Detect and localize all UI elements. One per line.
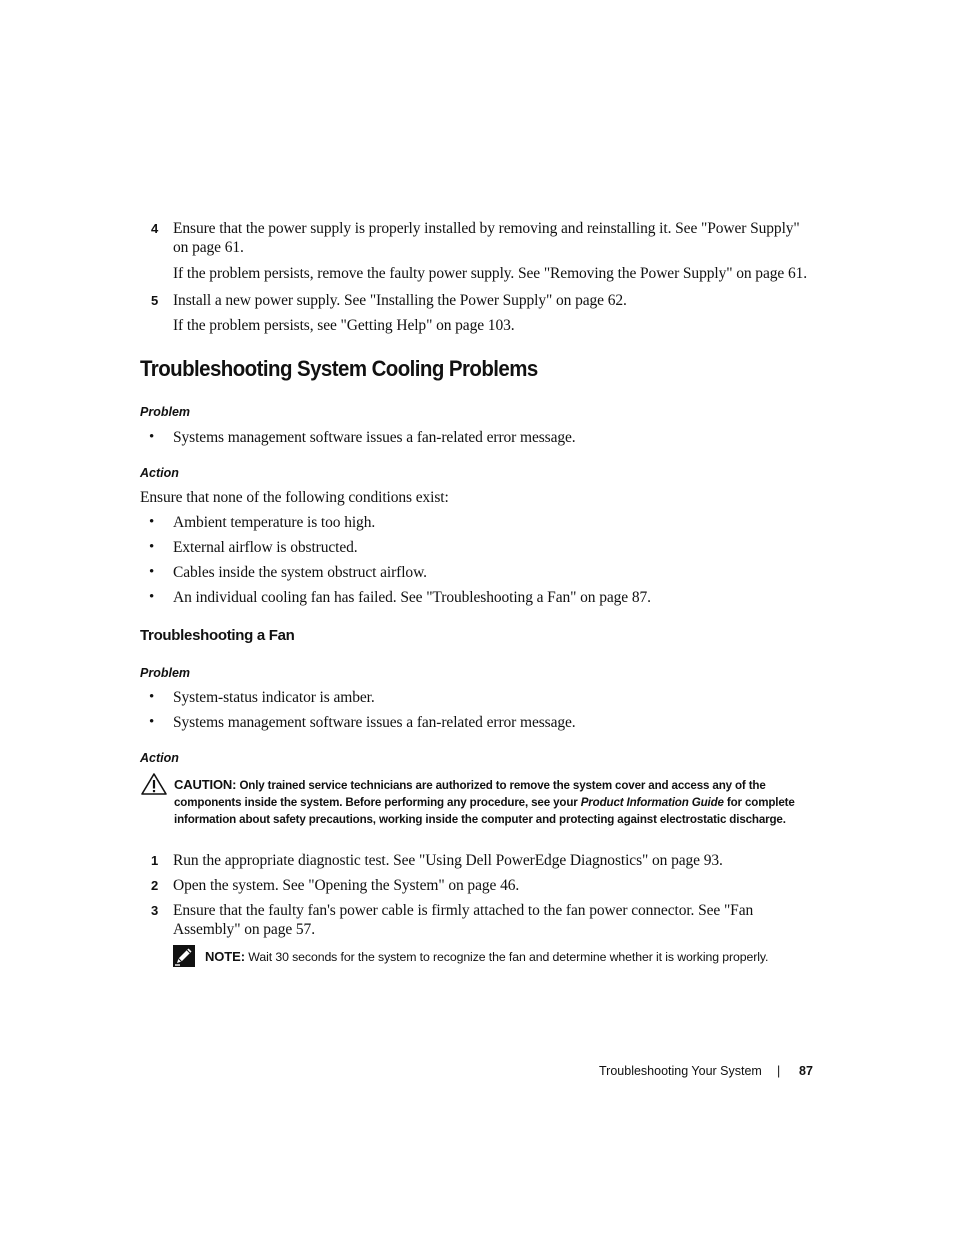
bullet: • <box>149 429 155 445</box>
list-item: An individual cooling fan has failed. See "Troubleshooting a Fan" on page 87. <box>173 589 651 606</box>
list-item: Systems management software issues a fan-related error message. <box>173 429 576 446</box>
step-followup: If the problem persists, see "Getting Help" on page 103. <box>173 317 515 334</box>
action-label: Action <box>140 751 179 765</box>
section-title: Troubleshooting System Cooling Problems <box>140 356 538 381</box>
step-number: 1 <box>151 853 159 868</box>
step-number: 4 <box>151 221 159 236</box>
caution-body-end: for complete information about safety precautions, working inside the computer and protecting against electrostatic discharge. <box>174 796 795 826</box>
list-item: Systems management software issues a fan-related error message. <box>173 714 576 731</box>
list-item: External airflow is obstructed. <box>173 539 358 556</box>
pencil-note-icon <box>173 945 195 967</box>
bullet: • <box>149 564 155 580</box>
bullet: • <box>149 714 155 730</box>
step-text: Run the appropriate diagnostic test. See "Using Dell PowerEdge Diagnostics" on page 93. <box>173 852 723 869</box>
step-number: 2 <box>151 878 159 893</box>
step-number: 5 <box>151 293 159 308</box>
note-text <box>205 948 825 966</box>
list-item: Cables inside the system obstruct airflow. <box>173 564 427 581</box>
problem-label: Problem <box>140 405 191 419</box>
list-item: Ambient temperature is too high. <box>173 514 376 531</box>
bullet: • <box>149 689 155 705</box>
problem-label: Problem <box>140 666 191 680</box>
note-label: NOTE: <box>205 949 245 964</box>
caution-body: Only trained service technicians are authorized to remove the system cover and access any of the components inside the system. Before performing any procedure, see your <box>174 779 766 809</box>
bullet: • <box>149 589 155 605</box>
step-text: Ensure that the power supply is properly installed by removing and reinstalling it. See "Power Supply" on page 61. <box>173 220 800 256</box>
step-number: 3 <box>151 903 159 918</box>
footer-separator: | <box>777 1064 781 1078</box>
caution-guide-title: Product Information Guide <box>580 796 724 809</box>
note-body: Wait 30 seconds for the system to recognize the fan and determine whether it is working properly. <box>248 950 769 964</box>
action-intro: Ensure that none of the following conditions exist: <box>140 489 449 506</box>
page-number: 87 <box>799 1064 813 1078</box>
step-text: Open the system. See "Opening the System" on page 46. <box>173 877 520 894</box>
step-text: Ensure that the faulty fan's power cable is firmly attached to the fan power connector. See "Fan Assembly" on page 57. <box>173 902 754 938</box>
step-text: Install a new power supply. See "Installing the Power Supply" on page 62. <box>173 292 627 309</box>
action-label: Action <box>140 466 179 480</box>
caution-text <box>174 776 819 828</box>
subsection-title: Troubleshooting a Fan <box>140 627 295 644</box>
bullet: • <box>149 539 155 555</box>
caution-label: CAUTION: <box>174 777 237 792</box>
warning-triangle-icon <box>140 772 168 796</box>
footer-section: Troubleshooting Your System <box>599 1064 762 1078</box>
list-item: System-status indicator is amber. <box>173 689 375 706</box>
step-followup: If the problem persists, remove the faulty power supply. See "Removing the Power Supply" on page 61. <box>173 265 808 282</box>
bullet: • <box>149 514 155 530</box>
